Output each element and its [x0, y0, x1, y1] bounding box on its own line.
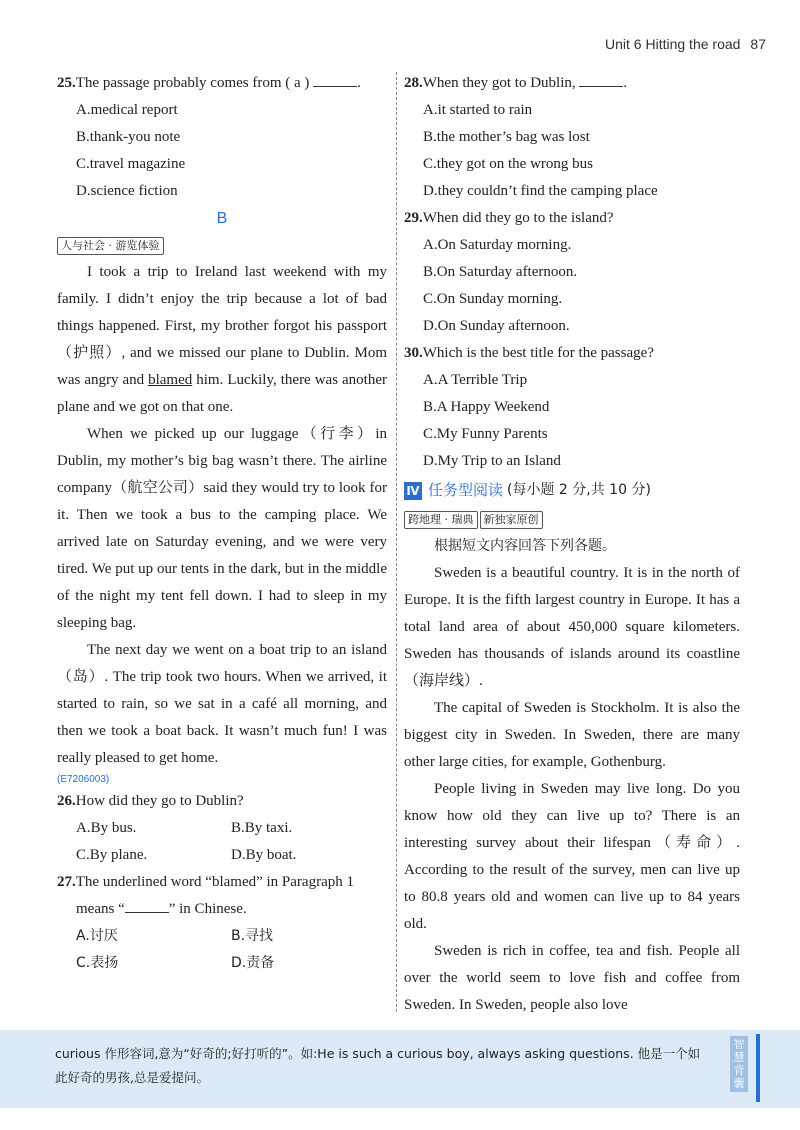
option: A.By bus. [76, 820, 137, 836]
vocabulary-note: curious 作形容词,意为“好奇的;好打听的”。如:He is such a curious boy, always asking questions. 他是一个如此好奇的男孩,总是爱提问。 [55, 1046, 701, 1085]
section-score: (每小题 2 分,共 10 分) [507, 482, 651, 498]
option: B.thank-you note [76, 129, 181, 145]
sweden-paragraph-3: People living in Sweden may live long. Do you know how old they can live up to? There is an interesting survey about their lifespan（寿命）. According to the result of the survey, men can live up to 80.8 years old and women can live up to 84 years old. [404, 781, 740, 932]
unit-title: Unit 6 Hitting the road [605, 36, 741, 52]
question-number: 28. [404, 75, 423, 91]
option: A.讨厌 [76, 928, 118, 944]
question-number: 25. [57, 75, 76, 91]
answer-blank [579, 72, 623, 87]
sweden-paragraph-2: The capital of Sweden is Stockholm. It is also the biggest city in Sweden. In Sweden, there are many other large cities, for example, Gothenburg. [404, 700, 740, 770]
option: A.medical report [76, 102, 178, 118]
option: D.责备 [231, 955, 275, 971]
option: B.the mother’s bag was lost [423, 129, 590, 145]
option-row [57, 923, 387, 950]
item-code: (E7206003) [57, 774, 110, 785]
question-text: Which is the best title for the passage? [422, 345, 654, 361]
page-header [605, 36, 766, 52]
question-text: means “ [76, 901, 125, 917]
question-text: ” in Chinese. [168, 901, 247, 917]
question-26 [57, 788, 387, 815]
section-b-heading: B [216, 210, 228, 227]
left-column [57, 70, 387, 977]
question-29 [404, 205, 740, 232]
option: B.By taxi. [231, 820, 293, 836]
sweden-paragraph-4: Sweden is rich in coffee, tea and fish. People all over the world seem to love fish and coffee from Sweden. In Sweden, people also love [404, 943, 740, 1013]
section-title: 任务型阅读 [428, 481, 504, 499]
passage-paragraph-1 [57, 259, 387, 421]
option: A.A Terrible Trip [423, 372, 528, 388]
section-number-badge: Ⅳ [404, 482, 422, 500]
section-4-heading [404, 477, 740, 504]
question-text: The underlined word “blamed” in Paragraph 1 [75, 874, 354, 890]
option: A.On Saturday morning. [423, 237, 572, 253]
question-text: How did they go to Dublin? [75, 793, 244, 809]
question-27-line-2 [57, 896, 387, 923]
option: A.it started to rain [423, 102, 533, 118]
question-text: When they got to Dublin, [422, 75, 580, 91]
instruction: 根据短文内容回答下列各题。 [434, 538, 616, 554]
option: D.they couldn’t find the camping place [423, 183, 658, 199]
option: B.寻找 [231, 928, 274, 944]
topic-tag: 人与社会 · 游览体验 [57, 237, 164, 255]
footer-note-box [0, 1030, 800, 1108]
question-number: 26. [57, 793, 76, 809]
question-end: . [357, 75, 361, 91]
question-number: 27. [57, 874, 76, 890]
question-27 [57, 869, 387, 896]
option-row [57, 842, 387, 869]
option: D.My Trip to an Island [423, 453, 561, 469]
option-row [57, 815, 387, 842]
option: D.By boat. [231, 847, 297, 863]
column-divider [396, 72, 397, 1012]
footer-accent-bar [756, 1034, 760, 1102]
option: B.A Happy Weekend [423, 399, 550, 415]
question-end: . [623, 75, 628, 91]
paragraph-text: him. Luckily, there was another plane and we got on that one. [57, 372, 387, 415]
option: C.表扬 [76, 955, 119, 971]
right-column [404, 70, 740, 1019]
sweden-paragraph-1: Sweden is a beautiful country. It is in the north of Europe. It is the fifth largest country in Europe. It has a total land area of about 450,000 square kilometers. Sweden has thousands of islands around its coastline（海岸线）. [404, 565, 740, 689]
question-30 [404, 340, 740, 367]
option: C.By plane. [76, 847, 148, 863]
option: D.On Sunday afternoon. [423, 318, 570, 334]
option-row [57, 950, 387, 977]
option: C.My Funny Parents [423, 426, 548, 442]
option: C.they got on the wrong bus [423, 156, 593, 172]
passage-paragraph-2: When we picked up our luggage（行李）in Dublin, my mother’s big bag wasn’t there. The airline company（航空公司）said they would try to look for it. Then we took a bus to the camping place. We arrived late on Saturday evening, and we were very tired. We put up our tents in the dark, but in the middle of the night my tent fell down. I had to sleep in my sleeping bag. [57, 426, 387, 631]
question-28 [404, 70, 740, 97]
answer-blank [125, 898, 169, 913]
paragraph-text: I took a trip to Ireland last weekend with my family. I didn’t enjoy the trip because a lot of bad things happened. First, my brother forgot his passport（护照）, and we missed our plane to Dublin. Mom was angry and [57, 264, 387, 388]
question-number: 29. [404, 210, 423, 226]
option: B.On Saturday afternoon. [423, 264, 578, 280]
passage-paragraph-3: The next day we went on a boat trip to an island（岛）. The trip took two hours. When we arrived, it started to rain, so we sat in a café all morning, and then we took a boat back. It wasn’t much fun! I was really pleased to get home. [57, 642, 387, 766]
underlined-word: blamed [148, 372, 193, 388]
option: C.travel magazine [76, 156, 186, 172]
answer-blank [313, 72, 357, 87]
original-tag: 新独家原创 [480, 511, 543, 529]
question-25 [57, 70, 387, 97]
option: D.science fiction [76, 183, 178, 199]
wisdom-bag-label: 智慧背囊 [730, 1036, 748, 1092]
question-text: The passage probably comes from ( a ) [75, 75, 314, 91]
option: C.On Sunday morning. [423, 291, 563, 307]
question-number: 30. [404, 345, 423, 361]
topic-tag: 跨地理 · 瑞典 [404, 511, 478, 529]
page-number: 87 [750, 36, 766, 52]
question-text: When did they go to the island? [422, 210, 614, 226]
